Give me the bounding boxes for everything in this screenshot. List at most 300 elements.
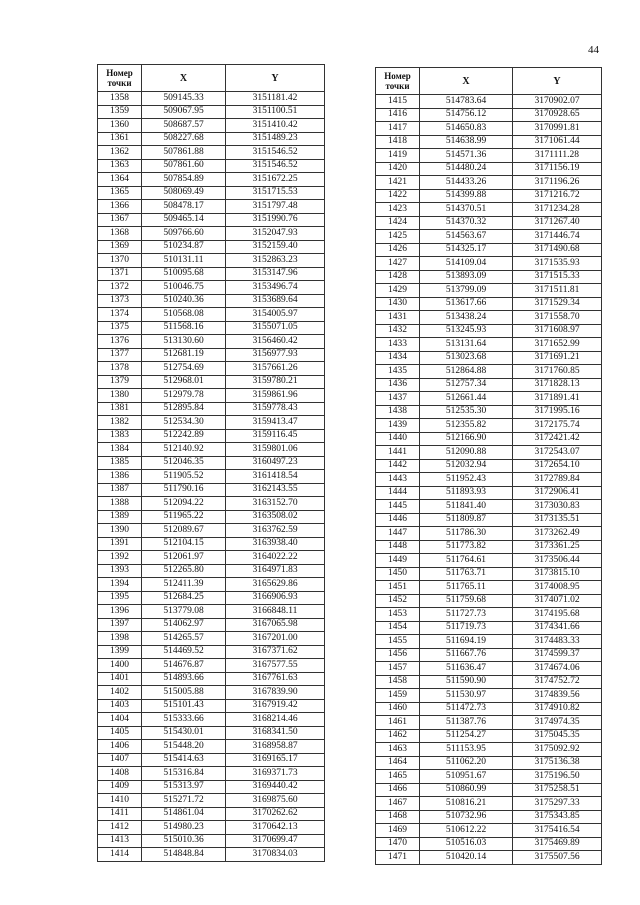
table-body (98, 92, 325, 862)
point-number-cell: 1470 (376, 837, 420, 851)
point-number-cell: 1471 (376, 851, 420, 865)
y-coordinate-cell: 3151100.51 (226, 105, 325, 119)
table-row (376, 149, 602, 163)
x-coordinate-cell: 513245.93 (420, 324, 513, 338)
y-coordinate-cell: 3175469.89 (513, 837, 602, 851)
table-row (98, 389, 325, 403)
y-coordinate-cell: 3171196.26 (513, 176, 602, 190)
y-coordinate-cell: 3168958.87 (226, 740, 325, 754)
y-coordinate-cell: 3171111.28 (513, 149, 602, 163)
point-number-cell: 1372 (98, 281, 142, 295)
table-row (98, 551, 325, 565)
x-coordinate-cell: 514109.04 (420, 257, 513, 271)
table-row (98, 591, 325, 605)
table-row (98, 740, 325, 754)
point-number-cell: 1444 (376, 486, 420, 500)
y-coordinate-cell: 3167839.90 (226, 686, 325, 700)
point-number-cell: 1430 (376, 297, 420, 311)
point-number-cell: 1378 (98, 362, 142, 376)
table-row (376, 594, 602, 608)
table-row (98, 200, 325, 214)
y-coordinate-cell: 3159780.21 (226, 375, 325, 389)
point-number-cell: 1375 (98, 321, 142, 335)
table-row (376, 432, 602, 446)
x-coordinate-cell: 514370.51 (420, 203, 513, 217)
x-coordinate-cell: 514480.24 (420, 162, 513, 176)
y-coordinate-cell: 3160497.23 (226, 456, 325, 470)
x-coordinate-cell: 514469.52 (142, 645, 226, 659)
y-coordinate-cell: 3171511.81 (513, 284, 602, 298)
table-row (98, 105, 325, 119)
x-coordinate-cell: 511667.76 (420, 648, 513, 662)
point-number-cell: 1392 (98, 551, 142, 565)
point-number-cell: 1453 (376, 608, 420, 622)
table-row (376, 810, 602, 824)
header-point-number-line1: Номер (384, 71, 411, 81)
y-coordinate-cell: 3172421.42 (513, 432, 602, 446)
point-number-cell: 1448 (376, 540, 420, 554)
x-coordinate-cell: 515316.84 (142, 767, 226, 781)
point-number-cell: 1408 (98, 767, 142, 781)
point-number-cell: 1407 (98, 753, 142, 767)
table-row (98, 227, 325, 241)
x-coordinate-cell: 511764.61 (420, 554, 513, 568)
table-row (376, 257, 602, 271)
point-number-cell: 1428 (376, 270, 420, 284)
point-number-cell: 1450 (376, 567, 420, 581)
x-coordinate-cell: 513438.24 (420, 311, 513, 325)
x-coordinate-cell: 514848.84 (142, 848, 226, 862)
table-row (376, 554, 602, 568)
point-number-cell: 1426 (376, 243, 420, 257)
table-row (376, 581, 602, 595)
point-number-cell: 1424 (376, 216, 420, 230)
point-number-cell: 1425 (376, 230, 420, 244)
x-coordinate-cell: 514325.17 (420, 243, 513, 257)
table-row (98, 429, 325, 443)
point-number-cell: 1406 (98, 740, 142, 754)
y-coordinate-cell: 3164022.22 (226, 551, 325, 565)
x-coordinate-cell: 511590.90 (420, 675, 513, 689)
x-coordinate-cell: 512104.15 (142, 537, 226, 551)
y-coordinate-cell: 3165629.86 (226, 578, 325, 592)
table-row (98, 92, 325, 106)
y-coordinate-cell: 3171446.74 (513, 230, 602, 244)
x-coordinate-cell: 510420.14 (420, 851, 513, 865)
table-row (376, 446, 602, 460)
y-coordinate-cell: 3170902.07 (513, 95, 602, 109)
table-row (376, 297, 602, 311)
y-coordinate-cell: 3175045.35 (513, 729, 602, 743)
point-number-cell: 1462 (376, 729, 420, 743)
x-coordinate-cell: 514571.36 (420, 149, 513, 163)
point-number-cell: 1398 (98, 632, 142, 646)
table-row (376, 500, 602, 514)
page-number: 44 (588, 44, 599, 56)
x-coordinate-cell: 511786.30 (420, 527, 513, 541)
table-row (376, 702, 602, 716)
y-coordinate-cell: 3174071.02 (513, 594, 602, 608)
point-number-cell: 1393 (98, 564, 142, 578)
x-coordinate-cell: 511694.19 (420, 635, 513, 649)
x-coordinate-cell: 511387.76 (420, 716, 513, 730)
table-row (376, 486, 602, 500)
x-coordinate-cell: 512681.19 (142, 348, 226, 362)
x-coordinate-cell: 511530.97 (420, 689, 513, 703)
y-coordinate-cell: 3171515.33 (513, 270, 602, 284)
point-number-cell: 1465 (376, 770, 420, 784)
y-coordinate-cell: 3172543.07 (513, 446, 602, 460)
table-row (98, 767, 325, 781)
table-row (98, 753, 325, 767)
x-coordinate-cell: 512094.22 (142, 497, 226, 511)
point-number-cell: 1446 (376, 513, 420, 527)
point-number-cell: 1429 (376, 284, 420, 298)
y-coordinate-cell: 3156460.42 (226, 335, 325, 349)
y-coordinate-cell: 3171608.97 (513, 324, 602, 338)
table-row (376, 540, 602, 554)
x-coordinate-cell: 514676.87 (142, 659, 226, 673)
x-coordinate-cell: 515101.43 (142, 699, 226, 713)
point-number-cell: 1381 (98, 402, 142, 416)
point-number-cell: 1389 (98, 510, 142, 524)
x-coordinate-cell: 511809.87 (420, 513, 513, 527)
table-row (376, 284, 602, 298)
point-number-cell: 1454 (376, 621, 420, 635)
x-coordinate-cell: 512032.94 (420, 459, 513, 473)
y-coordinate-cell: 3171760.85 (513, 365, 602, 379)
point-number-cell: 1385 (98, 456, 142, 470)
table-row (98, 537, 325, 551)
x-coordinate-cell: 510046.75 (142, 281, 226, 295)
y-coordinate-cell: 3167201.00 (226, 632, 325, 646)
table-row (98, 524, 325, 538)
table-row (376, 365, 602, 379)
point-number-cell: 1386 (98, 470, 142, 484)
table-row (376, 392, 602, 406)
table-row (376, 743, 602, 757)
y-coordinate-cell: 3170699.47 (226, 834, 325, 848)
table-row (376, 648, 602, 662)
y-coordinate-cell: 3174752.72 (513, 675, 602, 689)
point-number-cell: 1370 (98, 254, 142, 268)
table-row (376, 122, 602, 136)
y-coordinate-cell: 3163938.40 (226, 537, 325, 551)
point-number-cell: 1423 (376, 203, 420, 217)
y-coordinate-cell: 3173506.44 (513, 554, 602, 568)
point-number-cell: 1410 (98, 794, 142, 808)
x-coordinate-cell: 512684.25 (142, 591, 226, 605)
x-coordinate-cell: 511765.11 (420, 581, 513, 595)
y-coordinate-cell: 3167577.55 (226, 659, 325, 673)
x-coordinate-cell: 511719.73 (420, 621, 513, 635)
x-coordinate-cell: 513131.64 (420, 338, 513, 352)
x-coordinate-cell: 510234.87 (142, 240, 226, 254)
table-row (98, 578, 325, 592)
x-coordinate-cell: 507861.88 (142, 146, 226, 160)
point-number-cell: 1437 (376, 392, 420, 406)
table-row (376, 770, 602, 784)
table-row (98, 564, 325, 578)
y-coordinate-cell: 3171216.72 (513, 189, 602, 203)
table-row (376, 473, 602, 487)
y-coordinate-cell: 3169165.17 (226, 753, 325, 767)
x-coordinate-cell: 511153.95 (420, 743, 513, 757)
x-coordinate-cell: 512979.78 (142, 389, 226, 403)
y-coordinate-cell: 3169875.60 (226, 794, 325, 808)
x-coordinate-cell: 510732.96 (420, 810, 513, 824)
y-coordinate-cell: 3167761.63 (226, 672, 325, 686)
point-number-cell: 1436 (376, 378, 420, 392)
x-coordinate-cell: 512242.89 (142, 429, 226, 443)
table-row (376, 203, 602, 217)
point-number-cell: 1405 (98, 726, 142, 740)
table-row (98, 159, 325, 173)
point-number-cell: 1403 (98, 699, 142, 713)
x-coordinate-cell: 514638.99 (420, 135, 513, 149)
point-number-cell: 1452 (376, 594, 420, 608)
table-row (376, 716, 602, 730)
x-coordinate-cell: 511568.16 (142, 321, 226, 335)
point-number-cell: 1369 (98, 240, 142, 254)
point-number-cell: 1402 (98, 686, 142, 700)
x-coordinate-cell: 508687.57 (142, 119, 226, 133)
header-point-number-line2: точки (385, 81, 410, 91)
point-number-cell: 1443 (376, 473, 420, 487)
table-row (376, 797, 602, 811)
x-coordinate-cell: 512534.30 (142, 416, 226, 430)
point-number-cell: 1459 (376, 689, 420, 703)
x-coordinate-cell: 512355.82 (420, 419, 513, 433)
point-number-cell: 1441 (376, 446, 420, 460)
table-row (98, 240, 325, 254)
x-coordinate-cell: 512265.80 (142, 564, 226, 578)
y-coordinate-cell: 3170928.65 (513, 108, 602, 122)
table-row (98, 213, 325, 227)
x-coordinate-cell: 512046.35 (142, 456, 226, 470)
table-row (376, 783, 602, 797)
point-number-cell: 1457 (376, 662, 420, 676)
x-coordinate-cell: 512535.30 (420, 405, 513, 419)
x-coordinate-cell: 511759.68 (420, 594, 513, 608)
point-number-cell: 1401 (98, 672, 142, 686)
point-number-cell: 1396 (98, 605, 142, 619)
point-number-cell: 1404 (98, 713, 142, 727)
point-number-cell: 1359 (98, 105, 142, 119)
y-coordinate-cell: 3168341.50 (226, 726, 325, 740)
y-coordinate-cell: 3151672.25 (226, 173, 325, 187)
table-row (98, 470, 325, 484)
y-coordinate-cell: 3151546.52 (226, 146, 325, 160)
x-coordinate-cell: 514756.12 (420, 108, 513, 122)
point-number-cell: 1455 (376, 635, 420, 649)
y-coordinate-cell: 3153147.96 (226, 267, 325, 281)
table-row (376, 338, 602, 352)
x-coordinate-cell: 511965.22 (142, 510, 226, 524)
y-coordinate-cell: 3161418.54 (226, 470, 325, 484)
x-coordinate-cell: 512411.39 (142, 578, 226, 592)
table-row (98, 821, 325, 835)
x-coordinate-cell: 509145.33 (142, 92, 226, 106)
point-number-cell: 1390 (98, 524, 142, 538)
table-row (98, 335, 325, 349)
table-row (98, 119, 325, 133)
point-number-cell: 1409 (98, 780, 142, 794)
y-coordinate-cell: 3174341.66 (513, 621, 602, 635)
point-number-cell: 1467 (376, 797, 420, 811)
y-coordinate-cell: 3167065.98 (226, 618, 325, 632)
x-coordinate-cell: 512864.88 (420, 365, 513, 379)
header-point-number (376, 68, 420, 95)
table-row (376, 689, 602, 703)
x-coordinate-cell: 512661.44 (420, 392, 513, 406)
y-coordinate-cell: 3152159.40 (226, 240, 325, 254)
x-coordinate-cell: 509766.60 (142, 227, 226, 241)
point-number-cell: 1433 (376, 338, 420, 352)
table-row (98, 443, 325, 457)
x-coordinate-cell: 510612.22 (420, 824, 513, 838)
table-header-row (376, 68, 602, 95)
point-number-cell: 1420 (376, 162, 420, 176)
point-number-cell: 1432 (376, 324, 420, 338)
x-coordinate-cell: 515005.88 (142, 686, 226, 700)
point-number-cell: 1388 (98, 497, 142, 511)
point-number-cell: 1368 (98, 227, 142, 241)
table-row (376, 513, 602, 527)
x-coordinate-cell: 514062.97 (142, 618, 226, 632)
point-number-cell: 1414 (98, 848, 142, 862)
point-number-cell: 1379 (98, 375, 142, 389)
point-number-cell: 1468 (376, 810, 420, 824)
table-row (376, 230, 602, 244)
y-coordinate-cell: 3174483.33 (513, 635, 602, 649)
table-row (376, 662, 602, 676)
y-coordinate-cell: 3173361.25 (513, 540, 602, 554)
point-number-cell: 1377 (98, 348, 142, 362)
y-coordinate-cell: 3153689.64 (226, 294, 325, 308)
point-number-cell: 1435 (376, 365, 420, 379)
x-coordinate-cell: 509465.14 (142, 213, 226, 227)
point-number-cell: 1460 (376, 702, 420, 716)
y-coordinate-cell: 3166848.11 (226, 605, 325, 619)
table-row (98, 605, 325, 619)
table-row (98, 686, 325, 700)
y-coordinate-cell: 3171891.41 (513, 392, 602, 406)
table-row (98, 726, 325, 740)
x-coordinate-cell: 511841.40 (420, 500, 513, 514)
point-number-cell: 1456 (376, 648, 420, 662)
y-coordinate-cell: 3151410.42 (226, 119, 325, 133)
x-coordinate-cell: 510816.21 (420, 797, 513, 811)
table-row (98, 699, 325, 713)
y-coordinate-cell: 3159801.06 (226, 443, 325, 457)
point-number-cell: 1362 (98, 146, 142, 160)
table-row (98, 362, 325, 376)
point-number-cell: 1395 (98, 591, 142, 605)
point-number-cell: 1364 (98, 173, 142, 187)
point-number-cell: 1416 (376, 108, 420, 122)
x-coordinate-cell: 515430.01 (142, 726, 226, 740)
table-row (98, 281, 325, 295)
point-number-cell: 1412 (98, 821, 142, 835)
y-coordinate-cell: 3175092.92 (513, 743, 602, 757)
y-coordinate-cell: 3171234.28 (513, 203, 602, 217)
x-coordinate-cell: 512166.90 (420, 432, 513, 446)
table-row (98, 416, 325, 430)
point-number-cell: 1382 (98, 416, 142, 430)
y-coordinate-cell: 3173030.83 (513, 500, 602, 514)
x-coordinate-cell: 512754.69 (142, 362, 226, 376)
x-coordinate-cell: 515448.20 (142, 740, 226, 754)
x-coordinate-cell: 514563.67 (420, 230, 513, 244)
x-coordinate-cell: 513799.09 (420, 284, 513, 298)
y-coordinate-cell: 3171156.19 (513, 162, 602, 176)
x-coordinate-cell: 511763.71 (420, 567, 513, 581)
point-number-cell: 1371 (98, 267, 142, 281)
point-number-cell: 1440 (376, 432, 420, 446)
point-number-cell: 1400 (98, 659, 142, 673)
point-number-cell: 1387 (98, 483, 142, 497)
table-row (376, 243, 602, 257)
x-coordinate-cell: 511472.73 (420, 702, 513, 716)
point-number-cell: 1374 (98, 308, 142, 322)
table-row (376, 378, 602, 392)
point-number-cell: 1434 (376, 351, 420, 365)
table-row (376, 675, 602, 689)
y-coordinate-cell: 3152047.93 (226, 227, 325, 241)
point-number-cell: 1445 (376, 500, 420, 514)
point-number-cell: 1399 (98, 645, 142, 659)
point-number-cell: 1383 (98, 429, 142, 443)
table-row (376, 162, 602, 176)
point-number-cell: 1451 (376, 581, 420, 595)
table-row (98, 146, 325, 160)
y-coordinate-cell: 3155071.05 (226, 321, 325, 335)
point-number-cell: 1461 (376, 716, 420, 730)
x-coordinate-cell: 514783.64 (420, 95, 513, 109)
table-row (98, 375, 325, 389)
y-coordinate-cell: 3163508.02 (226, 510, 325, 524)
x-coordinate-cell: 514980.23 (142, 821, 226, 835)
x-coordinate-cell: 512090.88 (420, 446, 513, 460)
table-row (376, 824, 602, 838)
y-coordinate-cell: 3151546.52 (226, 159, 325, 173)
x-coordinate-cell: 510131.11 (142, 254, 226, 268)
x-coordinate-cell: 509067.95 (142, 105, 226, 119)
point-number-cell: 1360 (98, 119, 142, 133)
x-coordinate-cell: 507854.89 (142, 173, 226, 187)
table-row (376, 108, 602, 122)
coordinates-table-left (97, 64, 325, 862)
x-coordinate-cell: 515010.36 (142, 834, 226, 848)
y-coordinate-cell: 3169371.73 (226, 767, 325, 781)
table-row (98, 173, 325, 187)
header-point-number (98, 65, 142, 92)
table-row (376, 608, 602, 622)
x-coordinate-cell: 512140.92 (142, 443, 226, 457)
table-row (98, 807, 325, 821)
table-row (98, 308, 325, 322)
table-row (376, 405, 602, 419)
y-coordinate-cell: 3157661.26 (226, 362, 325, 376)
y-coordinate-cell: 3174910.82 (513, 702, 602, 716)
point-number-cell: 1427 (376, 257, 420, 271)
y-coordinate-cell: 3175416.54 (513, 824, 602, 838)
point-number-cell: 1449 (376, 554, 420, 568)
point-number-cell: 1422 (376, 189, 420, 203)
table-row (376, 567, 602, 581)
y-coordinate-cell: 3174008.95 (513, 581, 602, 595)
